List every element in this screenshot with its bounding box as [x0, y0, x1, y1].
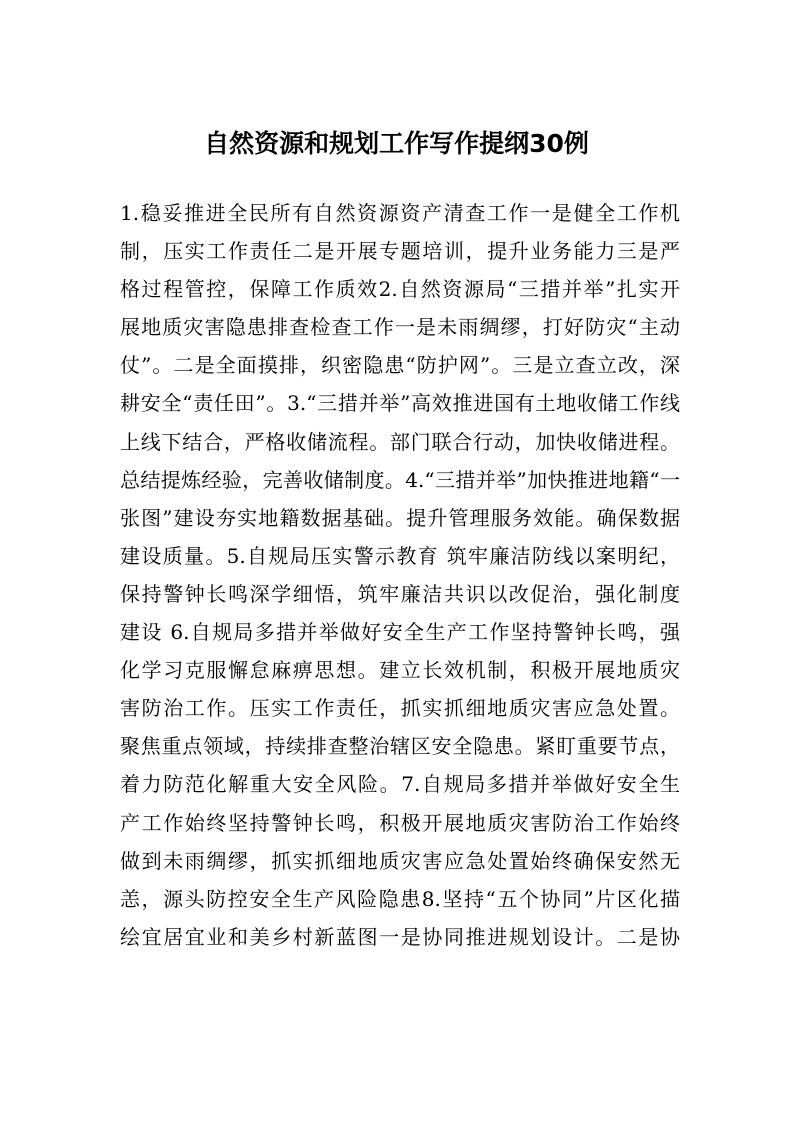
body-line: 建设 6.自规局多措并举做好安全生产工作坚持警钟长鸣，强	[120, 620, 680, 645]
body-line: 建设质量。5.自规局压实警示教育 筑牢廉洁防线以案明纪，	[120, 543, 680, 568]
body-line: 保持警钟长鸣深学细悟，筑牢廉洁共识以改促治，强化制度	[120, 581, 680, 606]
body-line: 害防治工作。压实工作责任，抓实抓细地质灾害应急处置。	[120, 696, 680, 721]
document-body	[120, 194, 680, 956]
body-line: 上线下结合，严格收储流程。部门联合行动，加快收储进程。	[120, 429, 680, 454]
body-line: 产工作始终坚持警钟长鸣，积极开展地质灾害防治工作始终	[120, 810, 680, 835]
body-line: 格过程管控，保障工作质效2.自然资源局“三措并举”扎实开	[120, 277, 680, 302]
body-line: 张图”建设夯实地籍数据基础。提升管理服务效能。确保数据	[120, 505, 680, 530]
body-line: 仗”。二是全面摸排，织密隐患“防护网”。三是立查立改，深	[120, 353, 680, 378]
body-line: 做到未雨绸缪，抓实抓细地质灾害应急处置始终确保安然无	[120, 848, 680, 873]
body-line: 制，压实工作责任二是开展专题培训，提升业务能力三是严	[120, 239, 680, 264]
body-line: 耕安全“责任田”。3.“三措并举”高效推进国有土地收储工作线	[120, 391, 680, 416]
body-line: 恙，源头防控安全生产风险隐患8.坚持“五个协同”片区化描	[120, 886, 680, 911]
body-line: 展地质灾害隐患排查检查工作一是未雨绸缪，打好防灾“主动	[120, 315, 680, 340]
body-line: 化学习克服懈怠麻痹思想。建立长效机制，积极开展地质灾	[120, 658, 680, 683]
body-line: 1.稳妥推进全民所有自然资源资产清查工作一是健全工作机	[120, 201, 680, 225]
body-line: 绘宜居宜业和美乡村新蓝图一是协同推进规划设计。二是协	[120, 924, 680, 949]
body-line: 着力防范化解重大安全风险。7.自规局多措并举做好安全生	[120, 772, 680, 797]
body-line: 聚焦重点领域，持续排查整治辖区安全隐患。紧盯重要节点，	[120, 734, 680, 759]
body-line: 总结提炼经验，完善收储制度。4.“三措并举”加快推进地籍“一	[120, 467, 680, 492]
document-title: 自然资源和规划工作写作提纲30例	[204, 129, 589, 158]
